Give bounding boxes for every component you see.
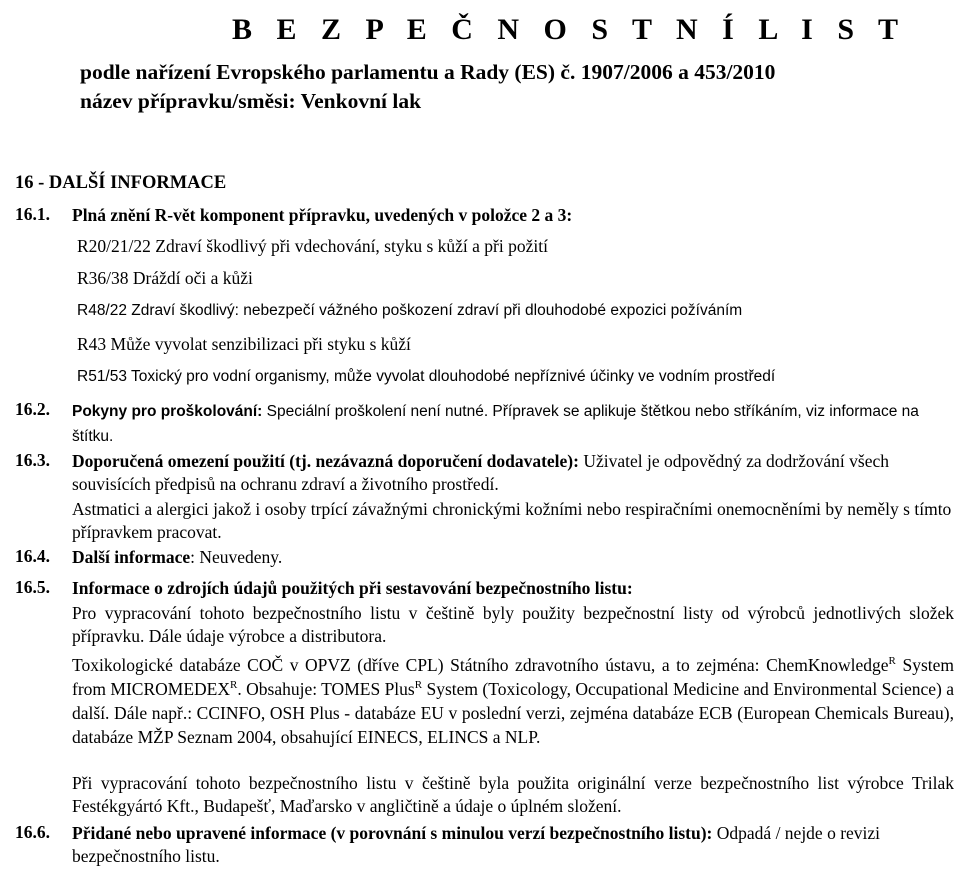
training-text-b: Přípravek se aplikuje štětkou nebo stříkáním, viz informace na štítku. <box>72 403 919 445</box>
other-information <box>72 546 954 569</box>
registered-mark: R <box>414 679 423 692</box>
item-number-16-6: 16.6. <box>15 822 50 842</box>
asthmatics-note: Astmatici a alergici jakož i osoby trpící závažnými chronickými kožními nebo respiračními onemocněními by neměly s tímto přípravkem pracovat. <box>72 499 952 542</box>
revision-info <box>72 822 954 867</box>
registered-mark: R <box>230 679 238 692</box>
r-phrase-item: R43 Může vyvolat senzibilizaci při styku s kůží <box>77 334 411 354</box>
other-info-text: : Neuvedeny. <box>190 547 283 567</box>
data-sources-text: Toxikologické databáze COČ v OPVZ (dříve CPL) Státního zdravotního ústavu, a to zejména: ChemKnowledge <box>72 655 889 675</box>
item-number-16-1: 16.1. <box>15 204 50 224</box>
registered-mark: R <box>888 655 896 668</box>
training-text-a: Speciální proškolení není nutné. <box>262 403 489 420</box>
training-instructions <box>72 399 954 448</box>
revision-text: Odpadá / nejde o revizi bezpečnostního listu. <box>72 823 881 866</box>
restrictions-text: Uživatel je odpovědný za dodržování všech souvisících předpisů na ochranu zdraví a životního prostředí. <box>72 451 889 494</box>
restrictions-label: Doporučená omezení použití (tj. nezávazná doporučení dodavatele): <box>72 451 579 471</box>
recommended-restrictions <box>72 450 954 495</box>
data-sources-para-1: Pro vypracování tohoto bezpečnostního listu v češtině byly použity bezpečnostní listy od výrobců jednotlivých složek přípravku. Dále údaje výrobce a distributora. <box>72 603 954 646</box>
section-title: 16 - DALŠÍ INFORMACE <box>15 173 227 193</box>
data-sources-text: System from MICROMEDEX <box>72 655 954 699</box>
item-number-16-3: 16.3. <box>15 450 50 470</box>
item-number-16-4: 16.4. <box>15 546 50 566</box>
r-phrase-item: R51/53 Toxický pro vodní organismy, může vyvolat dlouhodobé nepříznivé účinky ve vodním prostředí <box>77 368 776 385</box>
r-phrase-item: R48/22 Zdraví škodlivý: nebezpečí vážného poškození zdraví při dlouhodobé expozici požíváním <box>77 302 743 319</box>
item-number-16-5: 16.5. <box>15 577 50 597</box>
r-phrase-item: R20/21/22 Zdraví škodlivý při vdechování, styku s kůží a při požití <box>77 236 548 256</box>
data-sources-heading: Informace o zdrojích údajů použitých při sestavování bezpečnostního listu: <box>72 578 633 598</box>
other-info-label: Další informace <box>72 547 191 567</box>
r-phrase-item: R36/38 Dráždí oči a kůži <box>77 268 253 288</box>
item-number-16-2: 16.2. <box>15 399 50 419</box>
document-title: B E Z P E Č N O S T N Í L I S T <box>232 13 907 46</box>
revision-label: Přidané nebo upravené informace (v porovnání s minulou verzí bezpečnostního listu): <box>72 823 713 843</box>
product-name-line: název přípravku/směsi: Venkovní lak <box>80 89 422 113</box>
r-phrases-heading: Plná znění R-vět komponent přípravku, uvedených v položce 2 a 3: <box>72 205 573 225</box>
data-sources-text: . Obsahuje: TOMES Plus <box>237 679 415 699</box>
regulation-line: podle nařízení Evropského parlamentu a Rady (ES) č. 1907/2006 a 453/2010 <box>80 60 776 84</box>
training-label: Pokyny pro proškolování: <box>72 403 263 420</box>
data-sources-para-3: Při vypracování tohoto bezpečnostního listu v češtině byla použita originální verze bezpečnostního list výrobce Trilak Festékgyártó Kft., Budapešť, Maďarsko v angličtině a údaje o úplném složení. <box>72 773 954 816</box>
data-sources-text: System (Toxicology, Occupational Medicine and Environmental Science) a další. Dále např.: CCINFO, OSH Plus - databáze EU v poslední verzi, zejména databáze ECB (European Chemicals Bureau), databáze MŽP Seznam 2004, obsahující EINECS, ELINCS a NLP. <box>72 679 955 747</box>
data-sources-para-2 <box>72 653 954 749</box>
